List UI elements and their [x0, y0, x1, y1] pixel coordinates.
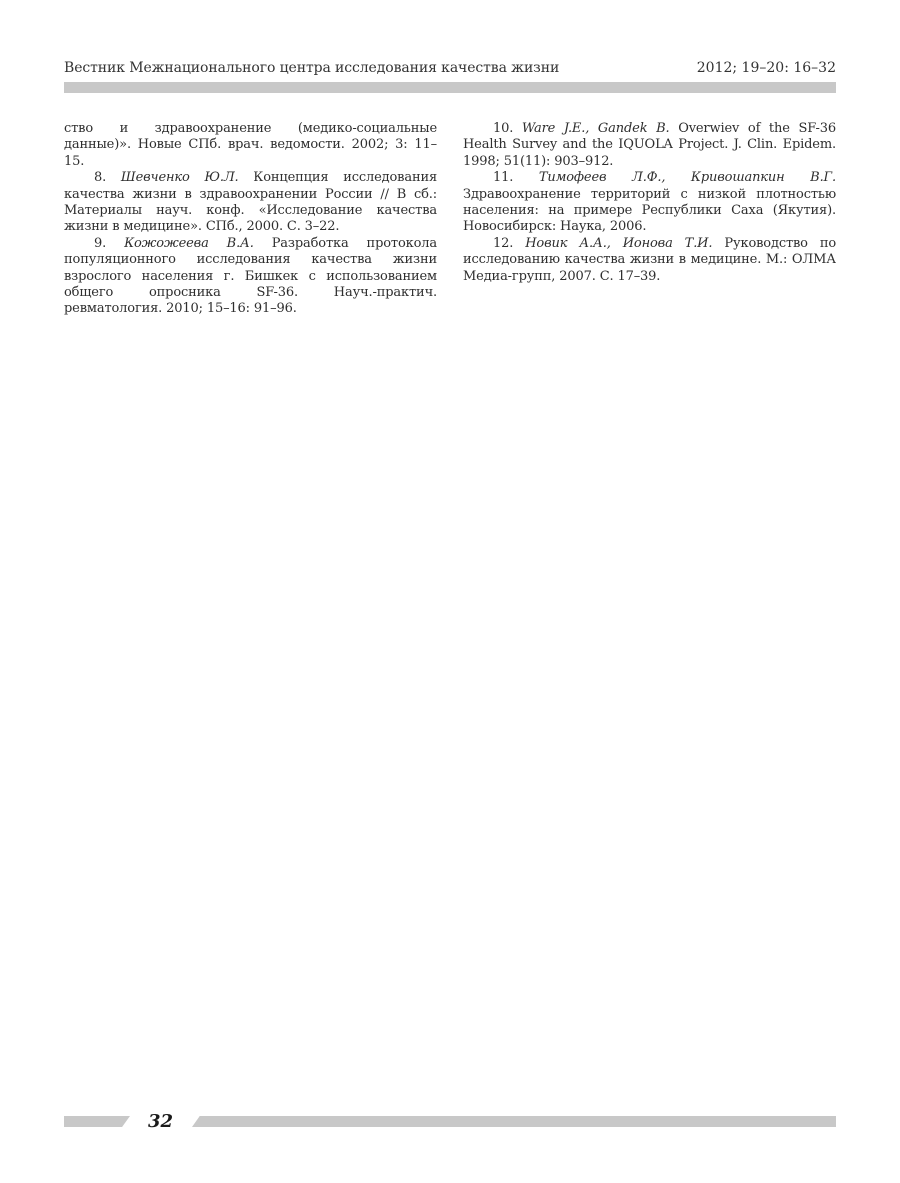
reference-authors: Шевченко Ю.Л.: [120, 170, 239, 186]
reference-number: 12.: [493, 235, 514, 251]
reference-authors: Новик А.А., Ионова Т.И.: [525, 235, 713, 251]
journal-title: Вестник Межнационального центра исследования качества жизни: [64, 60, 560, 76]
reference-9: [64, 236, 437, 318]
reference-text: Руководство по исследованию качества жизни в медицине. М.: ОЛМА Медиа-групп, 2007. С. 17–39.: [463, 235, 837, 284]
reference-authors: Тимофеев Л.Ф., Кривошапкин В.Г.: [538, 170, 836, 186]
references-right-column: [463, 121, 836, 285]
reference-authors: Кожожеева В.А.: [124, 235, 254, 251]
reference-12: [463, 236, 836, 285]
reference-number: 10.: [493, 121, 514, 136]
reference-8: [64, 170, 437, 236]
footer-rule-right: [192, 1116, 836, 1127]
page-number: 32: [148, 1111, 174, 1132]
footer-rule-left: [64, 1116, 130, 1127]
reference-text: Разработка протокола популяционного исследования качества жизни взрослого населения г. Бишкек с использованием общего опросника SF-36. Науч.-практич. ревматология. 2010; 15–16: 91–96.: [64, 235, 437, 317]
reference-authors: Ware J.E., Gandek B.: [521, 121, 670, 136]
issue-citation: 2012; 19–20: 16–32: [696, 60, 836, 76]
references-left-column: [64, 121, 437, 318]
reference-text: Концепция исследования качества жизни в здравоохранении России // В сб.: Материалы науч. конф. «Исследование качества жизни в медицине». СПб., 2000. С. 3–22.: [64, 170, 438, 235]
reference-10: [463, 121, 836, 170]
reference-continuation: ство и здравоохранение (медико-социальные данные)». Новые СПб. врач. ведомости. 2002; 3: 11–15.: [64, 121, 437, 169]
header-rule: [64, 82, 836, 93]
reference-text: Здравоохранение территорий с низкой плотностью населения: на примере Республики Саха (Якутия). Новосибирск: Наука, 2006.: [463, 186, 836, 235]
reference-11: [463, 170, 836, 236]
reference-number: 9.: [94, 235, 107, 251]
reference-number: 11.: [493, 170, 514, 186]
reference-text: Overwiev of the SF-36 Health Survey and the IQUOLA Project. J. Clin. Epidem. 1998; 51(11): 903–912.: [463, 121, 836, 169]
reference-number: 8.: [94, 170, 107, 186]
